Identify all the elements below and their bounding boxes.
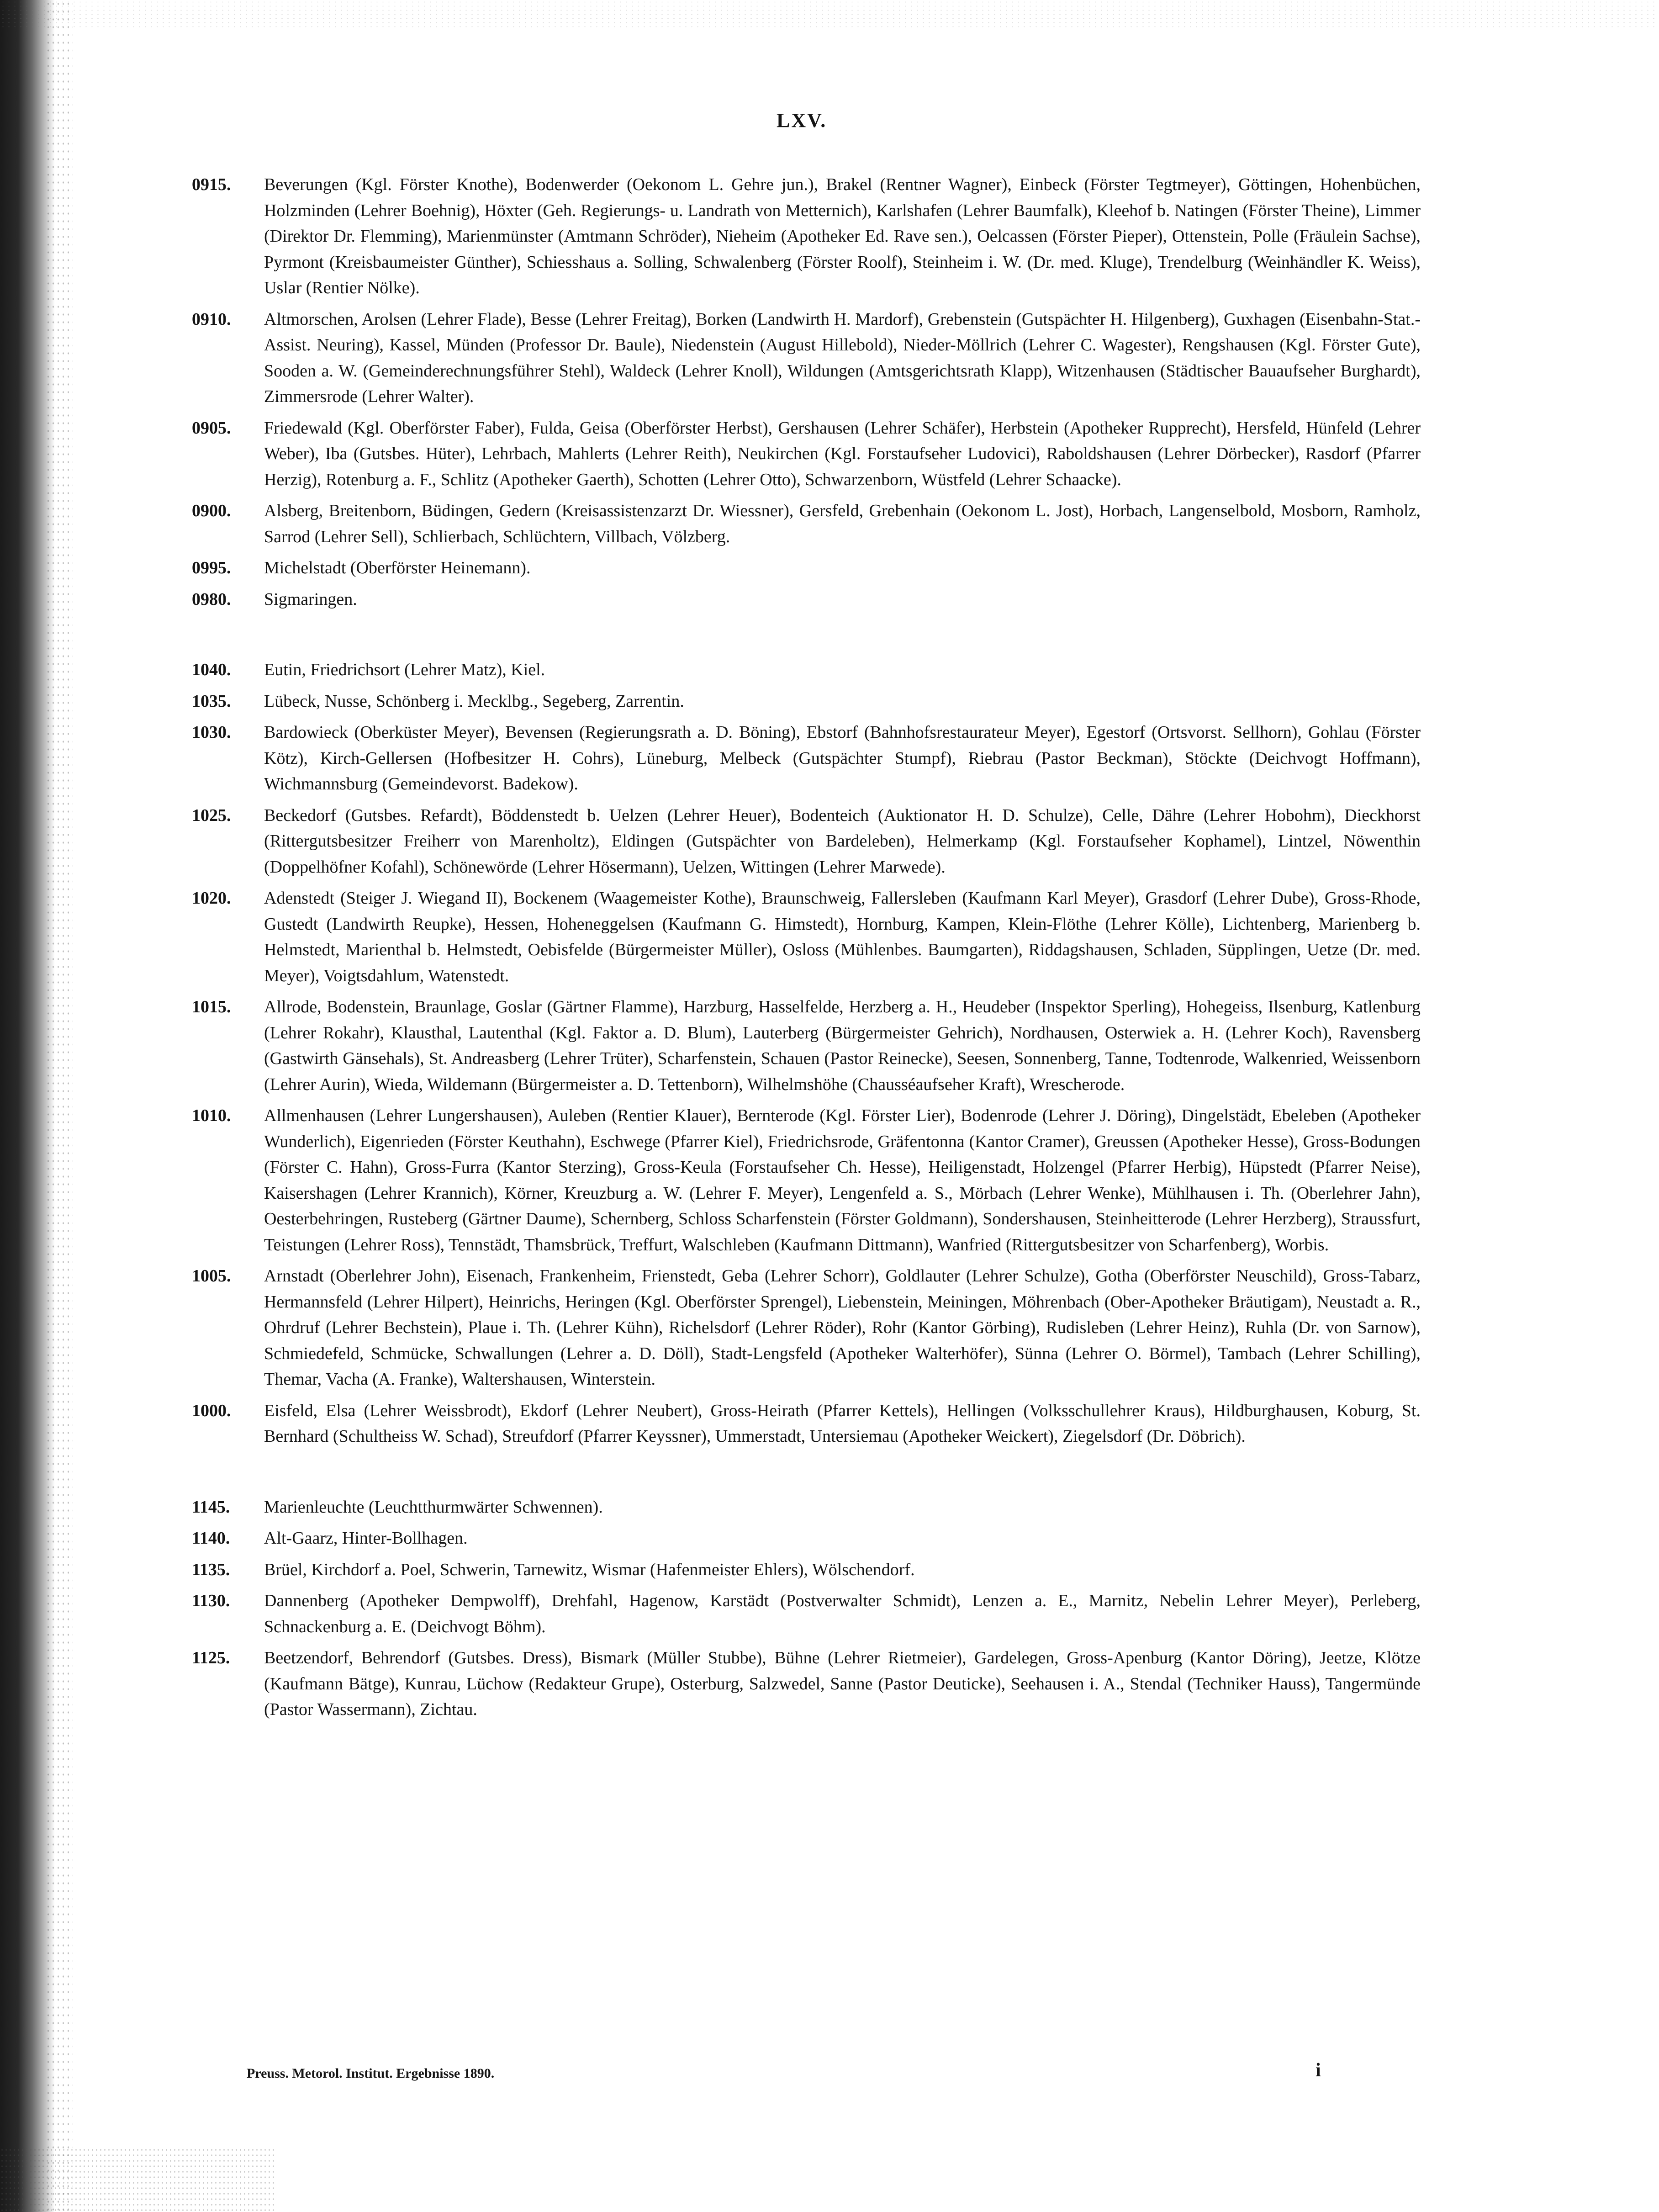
scan-bottom-speckle — [0, 2147, 274, 2212]
entry-group-a — [192, 172, 1421, 612]
entry-row — [192, 803, 1421, 880]
entry-row — [192, 307, 1421, 410]
entry-text: Brüel, Kirchdorf a. Poel, Schwerin, Tarnewitz, Wismar (Hafenmeister Ehlers), Wölschendorf. — [264, 1560, 915, 1579]
entry-row — [192, 1588, 1421, 1640]
footer-source: Preuss. Metorol. Institut. Ergebnisse 1890. — [247, 2066, 495, 2081]
entry-row — [192, 498, 1421, 550]
entry-code: 0910. — [192, 309, 231, 329]
entry-code: 0915. — [192, 175, 231, 194]
page-number-header: LXV. — [777, 109, 827, 132]
entry-text: Alt-Gaarz, Hinter-Bollhagen. — [264, 1529, 468, 1548]
entry-code: 1125. — [192, 1648, 230, 1667]
scan-top-speckle — [0, 0, 1659, 27]
entry-code: 1030. — [192, 723, 231, 742]
entry-code: 1020. — [192, 889, 231, 908]
entry-row — [192, 688, 1421, 714]
entry-code: 1025. — [192, 805, 231, 825]
entry-row — [192, 994, 1421, 1097]
entry-row — [192, 1263, 1421, 1392]
entry-group-c — [192, 1494, 1421, 1723]
entry-text: Marienleuchte (Leuchtthurmwärter Schwennen). — [264, 1497, 603, 1517]
entry-text: Beverungen (Kgl. Förster Knothe), Bodenwerder (Oekonom L. Gehre jun.), Brakel (Rentner Wagner), Einbeck (Förster Tegtmeyer), Göttingen, Hohenbüchen, Holzminden (Lehrer Boehnig), Höxter (Geh. Regierungs- u. Landrath von Metternich), Karlshafen (Lehrer Baumfalk), Kleehof b. Natingen (Förster Theine), Limmer (Direktor Dr. Flemming), Marienmünster (Amtmann Schröder), Nieheim (Apotheker Ed. Rave sen.), Oelcassen (Förster Pieper), Ottenstein, Polle (Fräulein Sachse), Pyrmont (Kreisbaumeister Günther), Schiesshaus a. Solling, Schwalenberg (Förster Roolf), Steinheim i. W. (Dr. med. Kluge), Trendelburg (Weinhändler K. Weiss), Uslar (Rentier Nölke). — [264, 175, 1421, 297]
entry-text: Beetzendorf, Behrendorf (Gutsbes. Dress), Bismark (Müller Stubbe), Bühne (Lehrer Rietmeier), Gardelegen, Gross-Apenburg (Kantor Döring), Jeetze, Klötze (Kaufmann Bätge), Kunrau, Lüchow (Redakteur Grupe), Osterburg, Salzwedel, Sanne (Pastor Deuticke), Seehausen i. A., Stendal (Techniker Hauss), Tangermünde (Pastor Wassermann), Zichtau. — [264, 1648, 1421, 1719]
entry-row — [192, 587, 1421, 613]
scan-edge-speckle — [46, 0, 73, 2212]
entry-text: Altmorschen, Arolsen (Lehrer Flade), Besse (Lehrer Freitag), Borken (Landwirth H. Mardorf), Grebenstein (Gutspächter H. Hilgenberg), Guxhagen (Eisenbahn-Stat.-Assist. Neuring), Kassel, Münden (Professor Dr. Baule), Niedenstein (August Hillebold), Nieder-Möllrich (Lehrer C. Wagester), Rengshausen (Kgl. Förster Gute), Sooden a. W. (Gemeinderechnungsführer Stehl), Waldeck (Lehrer Knoll), Wildungen (Amtsgerichtsrath Klapp), Witzenhausen (Städtischer Bauaufseher Burghardt), Zimmersrode (Lehrer Walter). — [264, 309, 1421, 406]
entry-group-b — [192, 657, 1421, 1450]
entry-code: 1000. — [192, 1401, 231, 1420]
entry-code: 0905. — [192, 418, 231, 438]
entry-text: Beckedorf (Gutsbes. Refardt), Böddenstedt b. Uelzen (Lehrer Heuer), Bodenteich (Auktionator H. D. Schulze), Celle, Dähre (Lehrer Hobohm), Dieckhorst (Rittergutsbesitzer Freiherr von Marenholtz), Eldingen (Gutspächter von Bardeleben), Helmerkamp (Kgl. Forstaufseher Kophamel), Lintzel, Nöwenthin (Doppelhöfner Kofahl), Schönewörde (Lehrer Hösermann), Uelzen, Wittingen (Lehrer Marwede). — [264, 805, 1421, 877]
footer-signature: i — [1316, 2060, 1321, 2081]
entry-text: Sigmaringen. — [264, 589, 357, 609]
entry-code: 0900. — [192, 501, 231, 520]
entry-row — [192, 415, 1421, 493]
entries-content — [192, 172, 1421, 1728]
entry-code: 1015. — [192, 997, 231, 1016]
entry-text: Michelstadt (Oberförster Heinemann). — [264, 558, 531, 577]
entry-code: 1005. — [192, 1266, 231, 1286]
entry-code: 1035. — [192, 691, 231, 711]
entry-text: Arnstadt (Oberlehrer John), Eisenach, Frankenheim, Frienstedt, Geba (Lehrer Schorr), Goldlauter (Lehrer Schulze), Gotha (Oberförster Neuschild), Gross-Tabarz, Hermannsfeld (Lehrer Hilpert), Heinrichs, Heringen (Kgl. Oberförster Sprengel), Liebenstein, Meiningen, Möhrenbach (Ober-Apotheker Bräutigam), Neustadt a. R., Ohrdruf (Lehrer Bechstein), Plaue i. Th. (Lehrer Kühn), Richelsdorf (Lehrer Röder), Rohr (Kantor Görbing), Rudisleben (Lehrer Heinz), Ruhla (Dr. von Sarnow), Schmiedefeld, Schmücke, Schwallungen (Lehrer a. D. Döll), Stadt-Lengsfeld (Apotheker Walterhöfer), Sünna (Lehrer O. Börmel), Tambach (Lehrer Schilling), Themar, Vacha (A. Franke), Waltershausen, Winterstein. — [264, 1266, 1421, 1389]
entry-row — [192, 1103, 1421, 1258]
entry-code: 1130. — [192, 1591, 230, 1610]
entry-row — [192, 720, 1421, 797]
entry-text: Friedewald (Kgl. Oberförster Faber), Fulda, Geisa (Oberförster Herbst), Gershausen (Lehrer Schäfer), Herbstein (Apotheker Rupprecht), Hersfeld, Hünfeld (Lehrer Weber), Iba (Gutsbes. Hüter), Lehrbach, Mahlerts (Lehrer Reith), Neukirchen (Kgl. Forstaufseher Ludovici), Raboldshausen (Lehrer Dörbecker), Rasdorf (Pfarrer Herzig), Rotenburg a. F., Schlitz (Apotheker Gaerth), Schotten (Lehrer Otto), Schwarzenborn, Wüstfeld (Lehrer Schaacke). — [264, 418, 1421, 489]
entry-row — [192, 172, 1421, 301]
entry-row — [192, 1494, 1421, 1520]
entry-text: Allmenhausen (Lehrer Lungershausen), Auleben (Rentier Klauer), Bernterode (Kgl. Förster Lier), Bodenrode (Lehrer J. Döring), Dingelstädt, Ebeleben (Apotheker Wunderlich), Eigenrieden (Förster Keuthahn), Eschwege (Pfarrer Kiel), Friedrichsrode, Gräfentonna (Kantor Cramer), Greussen (Apotheker Hesse), Gross-Bodungen (Förster C. Hahn), Gross-Furra (Kantor Sterzing), Gross-Keula (Forstaufseher Ch. Hesse), Heiligenstadt, Holzengel (Pfarrer Herbig), Hüpstedt (Pfarrer Neise), Kaisershagen (Lehrer Krannich), Körner, Kreuzburg a. W. (Lehrer F. Meyer), Lengenfeld a. S., Mörbach (Lehrer Wenke), Mühlhausen i. Th. (Oberlehrer Jahn), Oesterbehringen, Rusteberg (Gärtner Daume), Schernberg, Schloss Scharfenstein (Förster Goldmann), Sondershausen, Steinheitterode (Lehrer Herzberg), Straussfurt, Teistungen (Lehrer Ross), Tennstädt, Thamsbrück, Treffurt, Walschleben (Kaufmann Dittmann), Wanfried (Rittergutsbesitzer von Scharfenberg), Worbis. — [264, 1106, 1421, 1254]
entry-text: Adenstedt (Steiger J. Wiegand II), Bockenem (Waagemeister Kothe), Braunschweig, Fallersleben (Kaufmann Karl Meyer), Grasdorf (Lehrer Dube), Gross-Rhode, Gustedt (Landwirth Reupke), Hessen, Hoheneggelsen (Kaufmann G. Himstedt), Hornburg, Kampen, Klein-Flöthe (Lehrer Kölle), Lichtenberg, Marienberg b. Helmstedt, Marienthal b. Helmstedt, Oebisfelde (Bürgermeister Müller), Osloss (Mühlenbes. Baumgarten), Riddagshausen, Schladen, Süpplingen, Uetze (Dr. med. Meyer), Voigtsdahlum, Watenstedt. — [264, 889, 1421, 985]
entry-text: Dannenberg (Apotheker Dempwolff), Drehfahl, Hagenow, Karstädt (Postverwalter Schmidt), Lenzen a. E., Marnitz, Nebelin Lehrer Meyer), Perleberg, Schnackenburg a. E. (Deichvogt Böhm). — [264, 1591, 1421, 1636]
entry-row — [192, 1398, 1421, 1450]
entry-row — [192, 885, 1421, 989]
group-separator — [192, 1455, 1421, 1494]
entry-row — [192, 1645, 1421, 1723]
entry-code: 0980. — [192, 589, 231, 609]
entry-row — [192, 1525, 1421, 1551]
entry-code: 1010. — [192, 1106, 231, 1125]
entry-row — [192, 657, 1421, 683]
entry-code: 1040. — [192, 660, 231, 679]
entry-code: 1140. — [192, 1529, 230, 1548]
entry-code: 1135. — [192, 1560, 230, 1579]
entry-text: Bardowieck (Oberküster Meyer), Bevensen (Regierungsrath a. D. Böning), Ebstorf (Bahnhofsrestaurateur Meyer), Egestorf (Ortsvorst. Sellhorn), Gohlau (Förster Kötz), Kirch-Gellersen (Hofbesitzer H. Cohrs), Lüneburg, Melbeck (Gutspächter Stumpf), Riebrau (Pastor Beckman), Stöckte (Deichvogt Hoffmann), Wichmannsburg (Gemeindevorst. Badekow). — [264, 723, 1421, 794]
entry-code: 1145. — [192, 1497, 230, 1517]
entry-row — [192, 555, 1421, 581]
entry-code: 0995. — [192, 558, 231, 577]
entry-text: Allrode, Bodenstein, Braunlage, Goslar (Gärtner Flamme), Harzburg, Hasselfelde, Herzberg a. H., Heudeber (Inspektor Sperling), Hohegeiss, Ilsenburg, Katlenburg (Lehrer Rokahr), Klausthal, Lautenthal (Kgl. Faktor a. D. Blum), Lauterberg (Bürgermeister Gehrich), Nordhausen, Osterwiek a. H. (Lehrer Koch), Ravensberg (Gastwirth Gänsehals), St. Andreasberg (Lehrer Trüter), Scharfenstein, Schauen (Pastor Reinecke), Seesen, Sonnenberg, Tanne, Todtenrode, Walkenried, Weissenborn (Lehrer Aurin), Wieda, Wildemann (Bürgermeister a. D. Tettenborn), Wilhelmshöhe (Chausséaufseher Kraft), Wrescherode. — [264, 997, 1421, 1094]
entry-text: Lübeck, Nusse, Schönberg i. Mecklbg., Segeberg, Zarrentin. — [264, 691, 684, 711]
entry-text: Eisfeld, Elsa (Lehrer Weissbrodt), Ekdorf (Lehrer Neubert), Gross-Heirath (Pfarrer Kettels), Hellingen (Volksschullehrer Kraus), Hildburghausen, Koburg, St. Bernhard (Schultheiss W. Schad), Streufdorf (Pfarrer Keyssner), Ummerstadt, Untersiemau (Apotheker Weickert), Ziegelsdorf (Dr. Döbrich). — [264, 1401, 1421, 1446]
entry-text: Alsberg, Breitenborn, Büdingen, Gedern (Kreisassistenzarzt Dr. Wiessner), Gersfeld, Grebenhain (Oekonom L. Jost), Horbach, Langenselbold, Mosborn, Ramholz, Sarrod (Lehrer Sell), Schlierbach, Schlüchtern, Villbach, Völzberg. — [264, 501, 1421, 546]
group-separator — [192, 618, 1421, 657]
entry-text: Eutin, Friedrichsort (Lehrer Matz), Kiel. — [264, 660, 545, 679]
entry-row — [192, 1557, 1421, 1583]
